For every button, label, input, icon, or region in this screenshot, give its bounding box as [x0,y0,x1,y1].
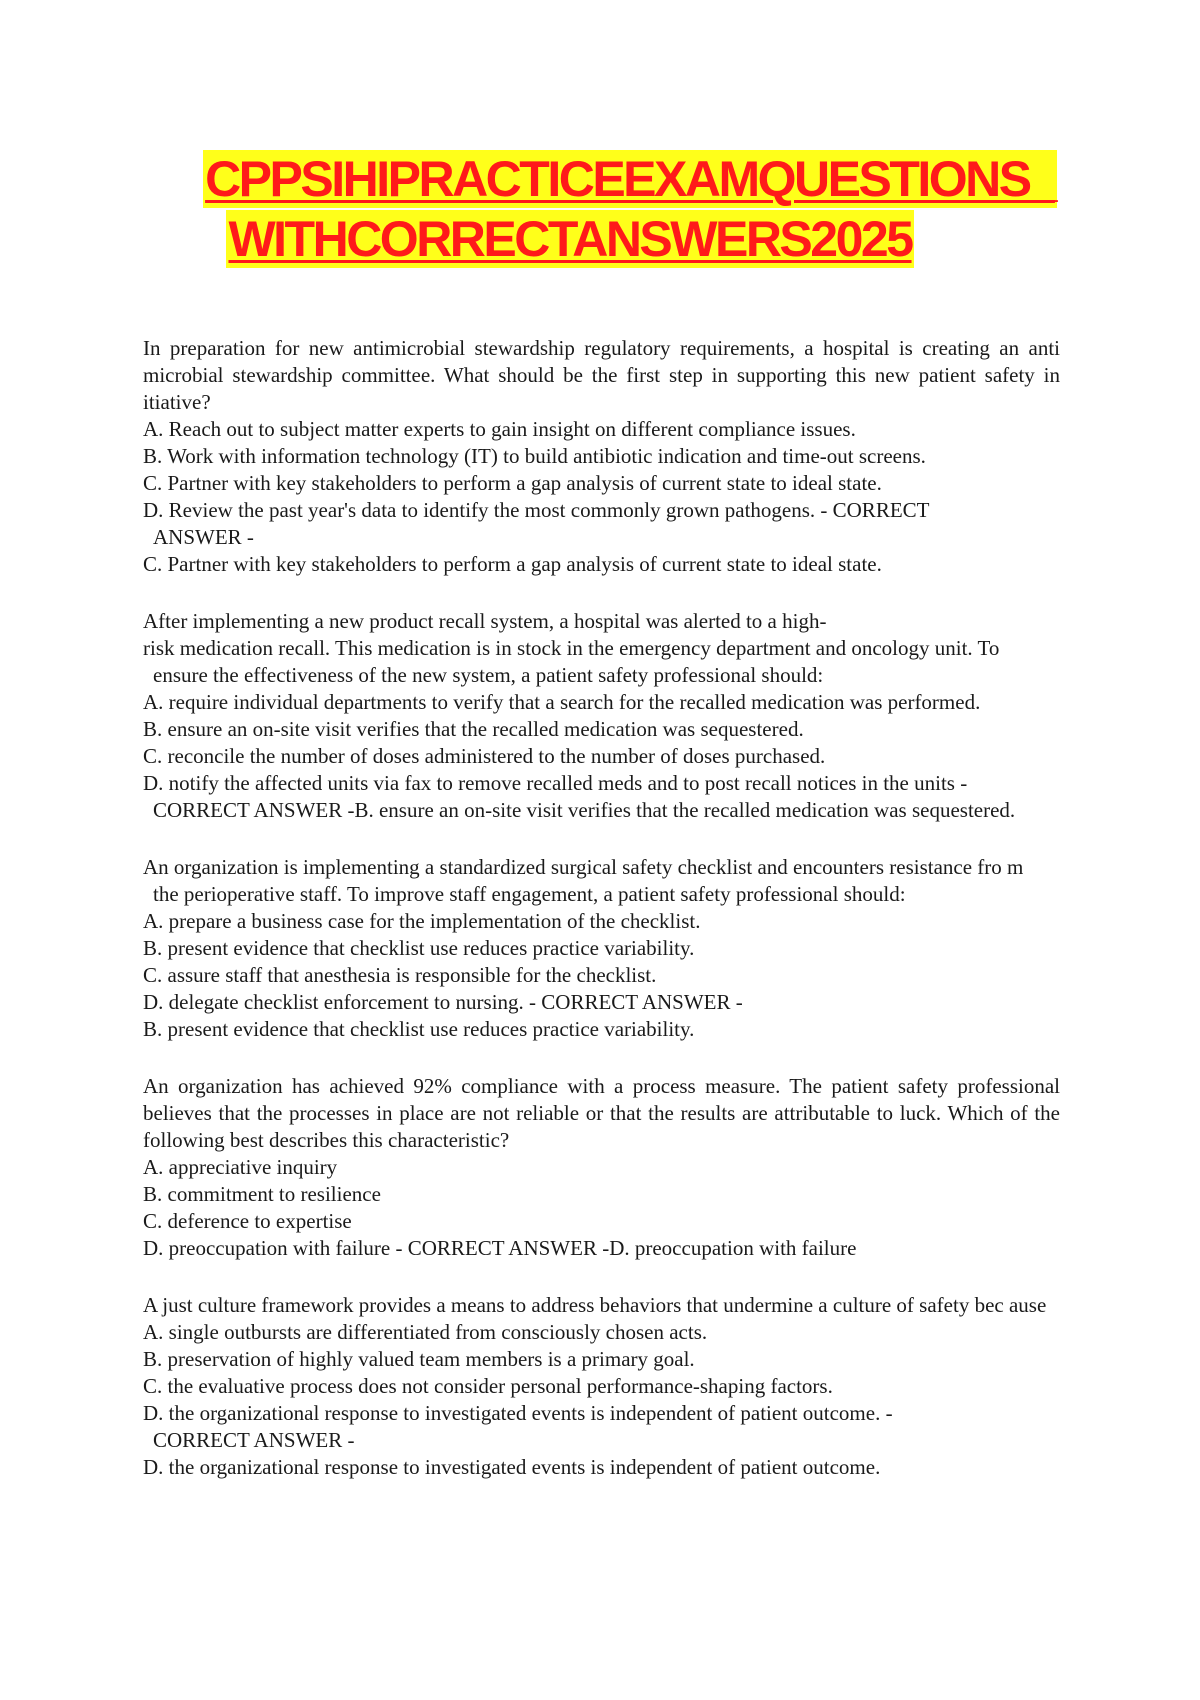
option-d: D. delegate checklist enforcement to nursing. - CORRECT ANSWER - [143,990,743,1014]
option-c: C. the evaluative process does not consider personal performance-shaping factors. [143,1374,833,1398]
correct-answer: C. Partner with key stakeholders to perform a gap analysis of current state to ideal state. [143,552,882,576]
option-c: C. assure staff that anesthesia is responsible for the checklist. [143,963,657,987]
correct-answer: D. the organizational response to investigated events is independent of patient outcome. [143,1455,881,1479]
option-d: D. preoccupation with failure - CORRECT ANSWER -D. preoccupation with failure [143,1236,857,1260]
option-c: C. reconcile the number of doses administered to the number of doses purchased. [143,744,826,768]
title-line-1: CPPSIHIPRACTICEEXAMQUESTIONS_ [205,151,1055,207]
question-stem-line-1: An organization is implementing a standardized surgical safety checklist and encounters resistance fro m [143,855,1024,879]
option-d: D. notify the affected units via fax to remove recalled meds and to post recall notices in the units - [143,771,968,795]
question-stem-line-1: After implementing a new product recall system, a hospital was alerted to a high- [143,609,827,633]
question-stem: A just culture framework provides a means to address behaviors that undermine a culture of safety bec ause [143,1293,1047,1317]
option-a: A. require individual departments to verify that a search for the recalled medication was performed. [143,690,981,714]
option-a: A. prepare a business case for the implementation of the checklist. [143,909,701,933]
correct-answer: CORRECT ANSWER -B. ensure an on-site visit verifies that the recalled medication was sequestered. [153,798,1016,822]
option-a: A. appreciative inquiry [143,1155,338,1179]
question-stem: An organization has achieved 92% compliance with a process measure. The patient safety professional believes that the processes in place are not reliable or that the results are attributable to luck. Which of the following best describes this characteristic? [143,1074,1060,1152]
title-line-2: WITHCORRECTANSWERS2025 [228,211,912,267]
option-a: A. Reach out to subject matter experts to gain insight on different compliance issues. [143,417,856,441]
option-b: B. commitment to resilience [143,1182,381,1206]
question-stem: In preparation for new antimicrobial stewardship regulatory requirements, a hospital is creating an anti microbial stewardship committee. What should be the first step in supporting this new patient safety in itiative? [143,336,1060,414]
answer-label: ANSWER - [153,525,254,549]
correct-answer: B. present evidence that checklist use reduces practice variability. [143,1017,695,1041]
question-stem-line-2: the perioperative staff. To improve staff engagement, a patient safety professional should: [153,882,906,906]
question-stem-line-3: ensure the effectiveness of the new system, a patient safety professional should: [153,663,824,687]
question-stem-line-2: risk medication recall. This medication is in stock in the emergency department and oncology unit. To [143,636,1000,660]
option-d: D. the organizational response to investigated events is independent of patient outcome. - [143,1401,893,1425]
option-c: C. deference to expertise [143,1209,352,1233]
question-3 [143,854,1060,1043]
option-b: B. preservation of highly valued team members is a primary goal. [143,1347,695,1371]
answer-label: CORRECT ANSWER - [153,1428,355,1452]
option-b: B. present evidence that checklist use reduces practice variability. [143,936,695,960]
question-2 [143,608,1060,824]
question-1 [143,335,1060,578]
document-title [0,150,1200,270]
option-c: C. Partner with key stakeholders to perform a gap analysis of current state to ideal state. [143,471,882,495]
option-d: D. Review the past year's data to identify the most commonly grown pathogens. - CORRECT [143,498,930,522]
question-5 [143,1292,1060,1481]
option-a: A. single outbursts are differentiated from consciously chosen acts. [143,1320,708,1344]
question-4 [143,1073,1060,1262]
question-list [143,335,1060,1511]
option-b: B. ensure an on-site visit verifies that the recalled medication was sequestered. [143,717,804,741]
option-b: B. Work with information technology (IT) to build antibiotic indication and time-out screens. [143,444,926,468]
